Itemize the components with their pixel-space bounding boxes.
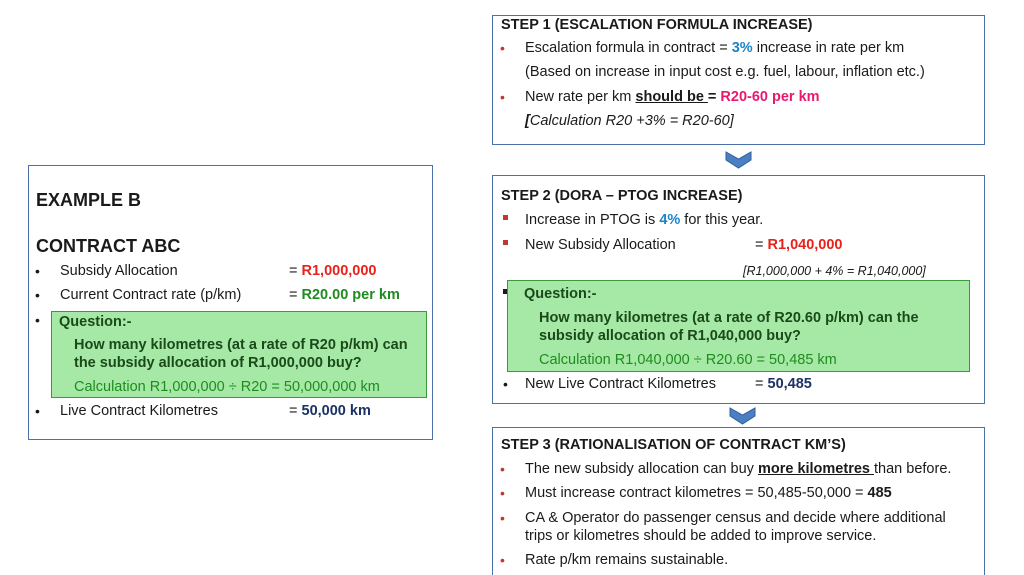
square-bullet: [503, 215, 508, 220]
step1-bullet-2: [525, 89, 820, 106]
text: Increase in PTOG is: [525, 212, 660, 228]
live-km-value: 50,000 km: [301, 403, 371, 419]
rate-label: Current Contract rate (p/km): [60, 287, 242, 303]
contract-title: CONTRACT ABC: [36, 236, 181, 256]
step1-calculation: [525, 113, 734, 130]
bracket: [: [525, 113, 530, 129]
new-subsidy-calc: [R1,000,000 + 4% = R1,040,000]: [743, 264, 926, 278]
more-kilometres: more kilometres: [757, 461, 875, 477]
bullet: •: [500, 89, 505, 105]
new-subsidy-value-row: [755, 237, 842, 254]
question-line-2: the subsidy allocation of R1,000,000 buy?: [74, 355, 362, 371]
step2-question-box: [507, 280, 970, 372]
bullet: •: [500, 485, 505, 501]
step3-bullet-1: [525, 461, 951, 478]
text: New rate per km: [525, 89, 636, 105]
rate-eq: =: [289, 287, 302, 303]
live-km-label: Live Contract Kilometres: [60, 403, 218, 419]
new-subsidy-label: New Subsidy Allocation: [525, 237, 676, 253]
bullet: •: [503, 376, 508, 392]
bullet: •: [500, 40, 505, 56]
subsidy-eq: =: [289, 263, 302, 279]
bullet: •: [35, 312, 40, 328]
chevron-down-icon: [725, 150, 752, 169]
calculation-text: Calculation R1,000,000 ÷ R20 = 50,000,000 km: [74, 379, 380, 395]
subsidy-value-row: [289, 263, 376, 280]
bullet: •: [35, 403, 40, 419]
question-line-1: How many kilometres (at a rate of R20 p/km) can: [74, 337, 408, 353]
text: for this year.: [680, 212, 764, 228]
text: =: [755, 376, 768, 392]
text: =: [755, 237, 768, 253]
question-label: Question:-: [524, 286, 597, 302]
subsidy-value: R1,000,000: [301, 263, 377, 279]
text: than before.: [874, 461, 952, 477]
live-km-value-row: [289, 403, 371, 420]
example-b-panel: [28, 165, 433, 440]
new-rate-value: R20-60 per km: [720, 89, 820, 105]
bullet: •: [500, 552, 505, 568]
text: Escalation formula in contract =: [525, 40, 732, 56]
step3-bullet-4: Rate p/km remains sustainable.: [525, 552, 729, 568]
example-heading: EXAMPLE B: [36, 190, 142, 210]
text: The new subsidy allocation can buy: [525, 461, 758, 477]
extra-km-value: 485: [867, 485, 892, 501]
question-line-1: How many kilometres (at a rate of R20.60 p/km) can the: [539, 310, 919, 326]
step2-title: STEP 2 (DORA – PTOG INCREASE): [501, 188, 743, 204]
step2-bullet-1: [525, 212, 763, 229]
step1-panel: [492, 15, 985, 145]
calculation-text: Calculation R1,040,000 ÷ R20.60 = 50,485 km: [539, 352, 837, 368]
new-live-km-value-row: [755, 376, 812, 393]
text: increase in rate per km: [752, 40, 905, 56]
bullet: •: [35, 263, 40, 279]
new-live-km-value: 50,485: [767, 376, 812, 392]
text: =: [707, 89, 721, 105]
step3-bullet-3-line-2: trips or kilometres should be added to improve service.: [525, 528, 877, 544]
question-label: Question:-: [59, 314, 132, 330]
rate-value: R20.00 per km: [301, 287, 400, 303]
live-km-eq: =: [289, 403, 302, 419]
bullet: •: [500, 510, 505, 526]
step3-panel: [492, 427, 985, 575]
step1-title: STEP 1 (ESCALATION FORMULA INCREASE): [501, 17, 813, 33]
square-bullet: [503, 240, 508, 245]
bullet: •: [500, 461, 505, 477]
escalation-percent: 3%: [731, 40, 753, 56]
question-line-2: subsidy allocation of R1,040,000 buy?: [539, 328, 801, 344]
text: Must increase contract kilometres = 50,485-50,000 =: [525, 485, 868, 501]
example-question-box: [51, 311, 427, 398]
step1-bullet-1: [525, 40, 904, 57]
text: Calculation R20 +3% = R20-60]: [529, 113, 734, 129]
step1-bullet-1-note: (Based on increase in input cost e.g. fuel, labour, inflation etc.): [525, 64, 925, 80]
step3-bullet-3-line-1: CA & Operator do passenger census and decide where additional: [525, 510, 946, 526]
should-be: should be: [635, 89, 708, 105]
new-live-km-label: New Live Contract Kilometres: [525, 376, 716, 392]
chevron-down-icon: [729, 406, 756, 425]
step3-title: STEP 3 (RATIONALISATION OF CONTRACT KM’S): [501, 437, 846, 453]
bullet: •: [35, 287, 40, 303]
rate-value-row: [289, 287, 400, 304]
subsidy-label: Subsidy Allocation: [60, 263, 178, 279]
ptog-percent: 4%: [659, 212, 681, 228]
step3-bullet-2: [525, 485, 892, 502]
new-subsidy-value: R1,040,000: [767, 237, 843, 253]
